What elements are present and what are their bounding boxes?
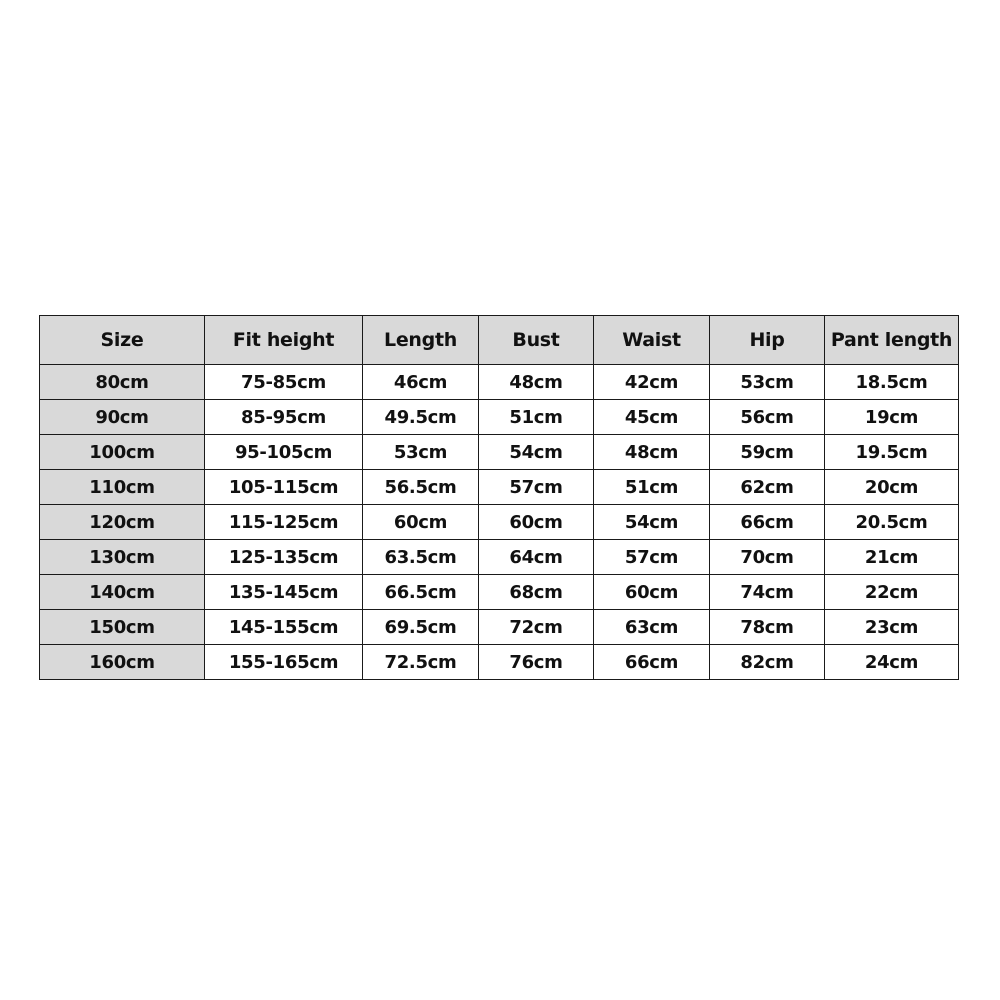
cell-bust: 54cm (479, 435, 594, 470)
cell-hip: 70cm (710, 540, 825, 575)
cell-pant-length: 18.5cm (825, 365, 959, 400)
cell-bust: 68cm (479, 575, 594, 610)
cell-fit-height: 145-155cm (205, 610, 363, 645)
cell-bust: 60cm (479, 505, 594, 540)
cell-hip: 82cm (710, 645, 825, 680)
cell-pant-length: 19cm (825, 400, 959, 435)
cell-size: 130cm (40, 540, 205, 575)
cell-fit-height: 75-85cm (205, 365, 363, 400)
cell-size: 80cm (40, 365, 205, 400)
header-length: Length (363, 316, 479, 365)
cell-waist: 60cm (594, 575, 710, 610)
header-bust: Bust (479, 316, 594, 365)
cell-fit-height: 85-95cm (205, 400, 363, 435)
table-row (40, 645, 959, 680)
cell-fit-height: 95-105cm (205, 435, 363, 470)
cell-length: 46cm (363, 365, 479, 400)
cell-fit-height: 155-165cm (205, 645, 363, 680)
cell-bust: 72cm (479, 610, 594, 645)
cell-size: 120cm (40, 505, 205, 540)
table-row (40, 540, 959, 575)
cell-fit-height: 125-135cm (205, 540, 363, 575)
cell-size: 100cm (40, 435, 205, 470)
cell-bust: 64cm (479, 540, 594, 575)
cell-waist: 66cm (594, 645, 710, 680)
cell-size: 140cm (40, 575, 205, 610)
cell-pant-length: 19.5cm (825, 435, 959, 470)
cell-length: 49.5cm (363, 400, 479, 435)
cell-hip: 74cm (710, 575, 825, 610)
cell-bust: 76cm (479, 645, 594, 680)
cell-length: 66.5cm (363, 575, 479, 610)
cell-hip: 53cm (710, 365, 825, 400)
table-row (40, 435, 959, 470)
cell-waist: 45cm (594, 400, 710, 435)
cell-waist: 54cm (594, 505, 710, 540)
cell-size: 90cm (40, 400, 205, 435)
cell-hip: 56cm (710, 400, 825, 435)
cell-waist: 42cm (594, 365, 710, 400)
cell-fit-height: 135-145cm (205, 575, 363, 610)
cell-pant-length: 20cm (825, 470, 959, 505)
table-row (40, 505, 959, 540)
cell-hip: 66cm (710, 505, 825, 540)
cell-bust: 57cm (479, 470, 594, 505)
cell-size: 110cm (40, 470, 205, 505)
cell-pant-length: 20.5cm (825, 505, 959, 540)
cell-size: 160cm (40, 645, 205, 680)
cell-fit-height: 115-125cm (205, 505, 363, 540)
cell-waist: 48cm (594, 435, 710, 470)
table-header-row (40, 316, 959, 365)
header-size: Size (40, 316, 205, 365)
cell-size: 150cm (40, 610, 205, 645)
cell-waist: 57cm (594, 540, 710, 575)
cell-bust: 48cm (479, 365, 594, 400)
cell-pant-length: 22cm (825, 575, 959, 610)
table-row (40, 610, 959, 645)
cell-fit-height: 105-115cm (205, 470, 363, 505)
header-waist: Waist (594, 316, 710, 365)
header-fit-height: Fit height (205, 316, 363, 365)
table-body (40, 365, 959, 680)
cell-bust: 51cm (479, 400, 594, 435)
size-chart-table (39, 315, 959, 680)
header-pant-length: Pant length (825, 316, 959, 365)
cell-length: 72.5cm (363, 645, 479, 680)
cell-waist: 51cm (594, 470, 710, 505)
cell-pant-length: 24cm (825, 645, 959, 680)
cell-length: 53cm (363, 435, 479, 470)
cell-pant-length: 23cm (825, 610, 959, 645)
cell-length: 60cm (363, 505, 479, 540)
cell-pant-length: 21cm (825, 540, 959, 575)
table-row (40, 470, 959, 505)
cell-hip: 62cm (710, 470, 825, 505)
cell-length: 69.5cm (363, 610, 479, 645)
table-row (40, 400, 959, 435)
cell-hip: 59cm (710, 435, 825, 470)
cell-hip: 78cm (710, 610, 825, 645)
cell-length: 63.5cm (363, 540, 479, 575)
table-row (40, 575, 959, 610)
table-row (40, 365, 959, 400)
cell-length: 56.5cm (363, 470, 479, 505)
cell-waist: 63cm (594, 610, 710, 645)
header-hip: Hip (710, 316, 825, 365)
